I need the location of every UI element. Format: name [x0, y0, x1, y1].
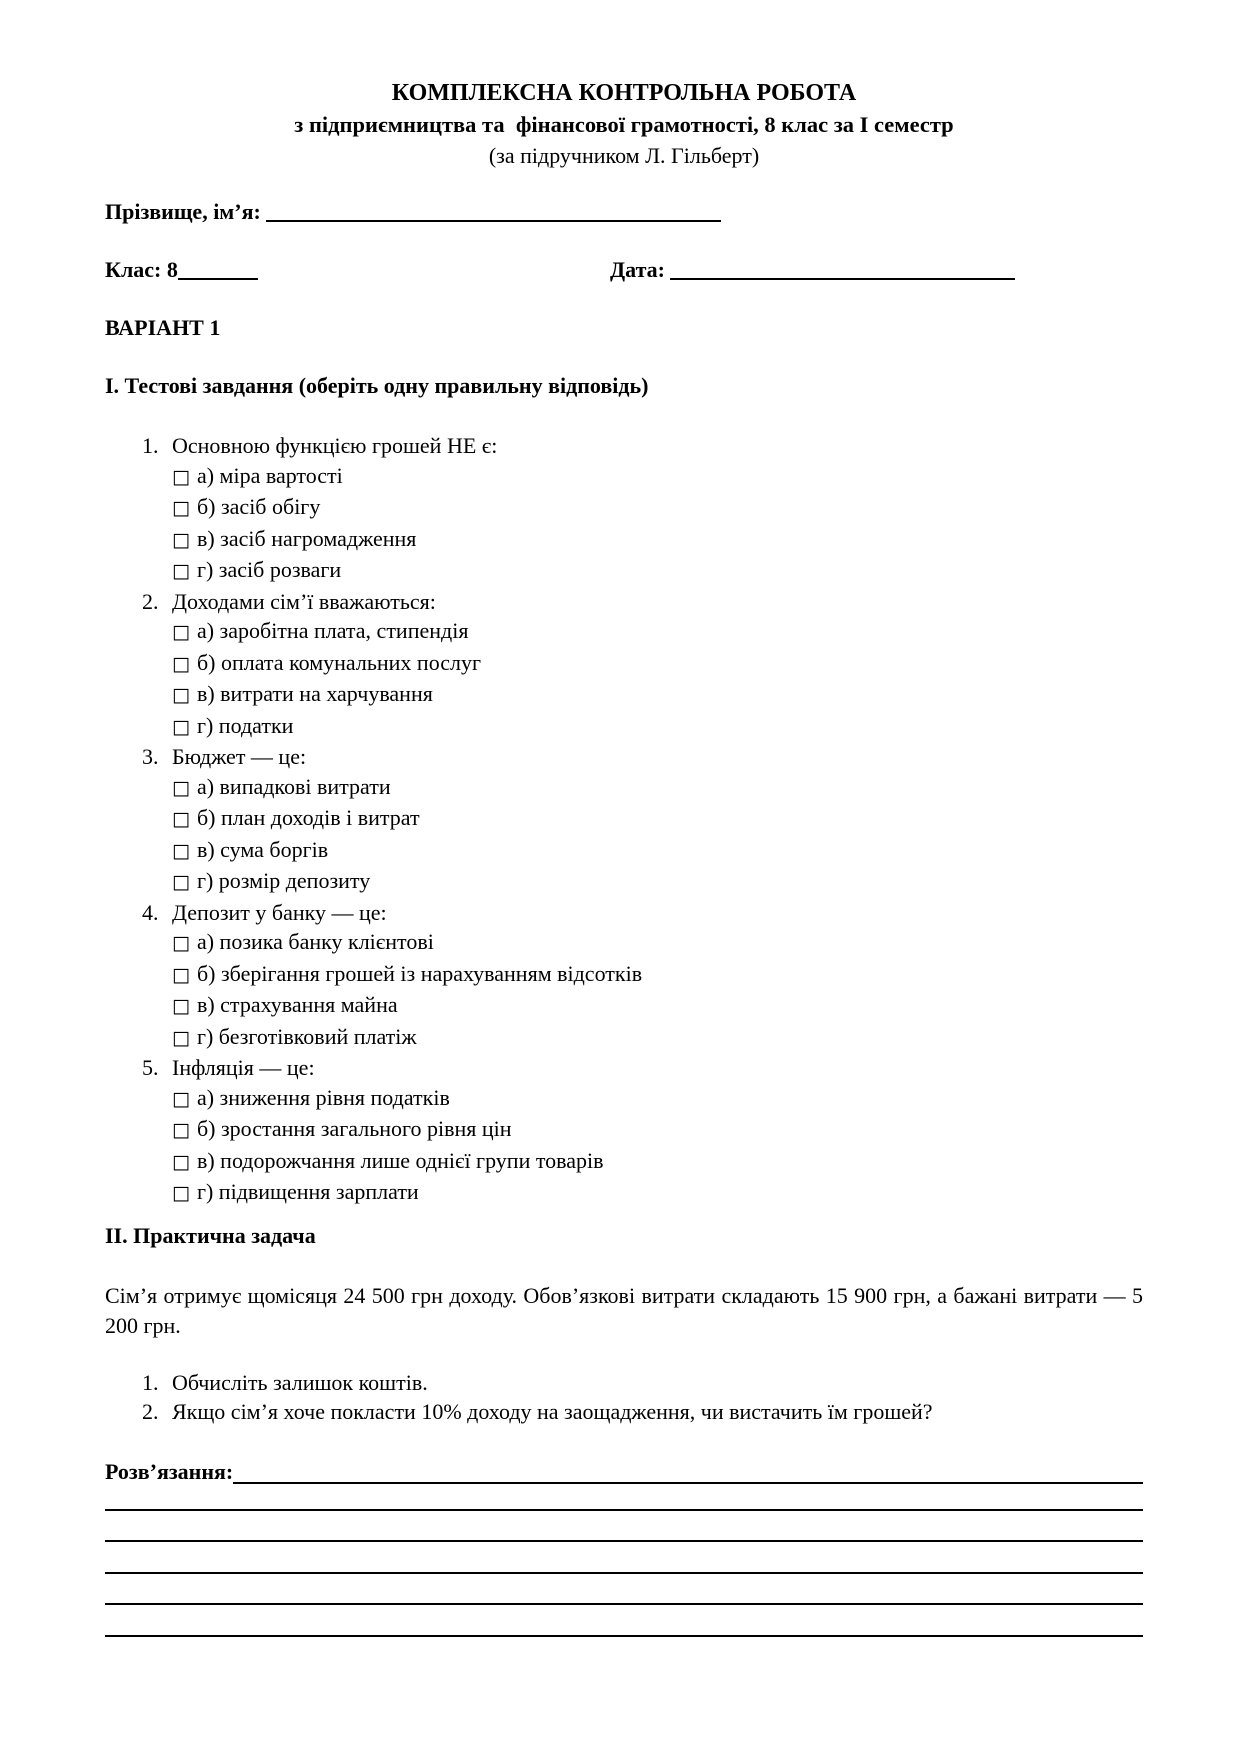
practical-task-list: [105, 1368, 1143, 1427]
answer-option: [105, 959, 1143, 991]
question-list: [105, 431, 1143, 1209]
task-number: 1.: [142, 1369, 159, 1395]
answer-option-label: в) подорожчання лише однієї групи товарів: [196, 1147, 604, 1173]
question-number: 3.: [142, 744, 159, 769]
task-text: Якщо сім’я хоче покласти 10% доходу на заощадження, чи вистачить їм грошей?: [172, 1399, 933, 1424]
answer-option: [105, 866, 1143, 898]
class-input-line[interactable]: [178, 260, 258, 280]
answer-option-label: а) зниження рівня податків: [196, 1084, 450, 1110]
answer-option-label: г) безготівковий платіж: [196, 1023, 417, 1049]
answer-option: [105, 461, 1143, 493]
answer-option: [105, 772, 1143, 804]
date-field-label: Дата:: [610, 257, 665, 282]
answer-checkbox-icon[interactable]: □: [172, 932, 190, 954]
solution-input-line[interactable]: [233, 1457, 1143, 1484]
answer-checkbox-icon[interactable]: □: [172, 1150, 190, 1173]
page-title: КОМПЛЕКСНА КОНТРОЛЬНА РОБОТА: [391, 80, 857, 106]
question-5: [105, 1053, 1143, 1083]
task-text: Обчисліть залишок коштів.: [172, 1369, 428, 1395]
answer-checkbox-icon[interactable]: □: [172, 776, 190, 799]
answer-checkbox-icon[interactable]: □: [172, 1087, 190, 1110]
answer-option-label: а) позика банку клієнтові: [196, 929, 434, 954]
answer-option: [105, 524, 1143, 556]
answer-option: [105, 492, 1143, 524]
question-number: 4.: [142, 899, 159, 925]
answer-checkbox-icon[interactable]: □: [172, 715, 190, 738]
solution-writing-area: [105, 1487, 1143, 1637]
answer-option-label: в) сума боргів: [196, 836, 329, 862]
answer-option: [105, 1114, 1143, 1146]
name-field-label: Прізвище, ім’я:: [105, 199, 261, 224]
page-edition-note: (за підручником Л. Гільберт): [488, 143, 760, 168]
solution-line[interactable]: [105, 1574, 1143, 1606]
answer-option: [105, 1022, 1143, 1054]
answer-checkbox-icon[interactable]: □: [172, 995, 190, 1017]
practical-task-2: [105, 1397, 1143, 1427]
answer-option: [105, 555, 1143, 587]
task-number: 2.: [142, 1399, 159, 1424]
answer-option-label: г) податки: [196, 712, 294, 738]
answer-checkbox-icon[interactable]: □: [172, 1182, 190, 1204]
answer-option: [105, 835, 1143, 867]
answer-checkbox-icon[interactable]: □: [172, 1026, 190, 1049]
answer-option: [105, 616, 1143, 648]
practical-task-1: [105, 1368, 1143, 1398]
answer-option: [105, 990, 1143, 1022]
answer-option-label: а) заробітна плата, стипендія: [196, 618, 469, 643]
solution-line[interactable]: [105, 1511, 1143, 1543]
answer-option-label: г) розмір депозиту: [196, 868, 371, 893]
answer-option-label: г) підвищення зарплати: [196, 1179, 419, 1204]
answer-option: [105, 711, 1143, 743]
solution-line[interactable]: [105, 1487, 1143, 1511]
answer-option: [105, 927, 1143, 959]
answer-option: [105, 1083, 1143, 1115]
question-1: [105, 431, 1143, 461]
answer-checkbox-icon[interactable]: □: [172, 528, 190, 551]
answer-checkbox-icon[interactable]: □: [172, 808, 190, 830]
name-input-line[interactable]: [266, 202, 721, 222]
test-section-heading: І. Тестові завдання (оберіть одну правильну відповідь): [105, 373, 649, 398]
solution-line[interactable]: [105, 1542, 1143, 1574]
practical-task-intro: Сім’я отримує щомісяця 24 500 грн доходу. Обов’язкові витрати складають 15 900 грн, а бажані витрати — 5 200 грн.: [105, 1282, 1143, 1338]
question-text: Доходами сім’ї вважаються:: [172, 588, 436, 614]
answer-option-label: в) витрати на харчування: [196, 681, 433, 706]
answer-checkbox-icon[interactable]: □: [172, 839, 190, 862]
class-field-label: Клас: 8: [105, 257, 178, 282]
answer-option-label: б) зростання загального рівня цін: [196, 1116, 512, 1141]
answer-option: [105, 648, 1143, 680]
answer-option: [105, 679, 1143, 711]
question-number: 5.: [142, 1055, 159, 1080]
page-subtitle: з підприємництва та фінансової грамотності, 8 клас за І семестр: [294, 112, 954, 137]
date-input-line[interactable]: [670, 260, 1015, 280]
question-text: Основною функцією грошей НЕ є:: [172, 433, 498, 458]
question-4: [105, 898, 1143, 928]
answer-option-label: а) міра вартості: [196, 462, 343, 488]
question-2: [105, 587, 1143, 617]
question-number: 2.: [142, 588, 159, 614]
answer-option: [105, 1177, 1143, 1209]
variant-title: ВАРІАНТ 1: [105, 315, 221, 340]
answer-option: [105, 1146, 1143, 1178]
answer-checkbox-icon[interactable]: □: [172, 684, 190, 706]
answer-option-label: б) план доходів і витрат: [196, 805, 420, 830]
answer-option-label: в) страхування майна: [196, 992, 398, 1017]
answer-checkbox-icon[interactable]: □: [172, 621, 190, 643]
answer-option-label: а) випадкові витрати: [196, 773, 391, 799]
answer-checkbox-icon[interactable]: □: [172, 871, 190, 893]
answer-option-label: б) зберігання грошей із нарахуванням відсотків: [196, 960, 643, 986]
solution-row: [105, 1457, 1143, 1487]
class-field: [105, 257, 258, 282]
solution-line[interactable]: [105, 1605, 1143, 1637]
question-text: Депозит у банку — це:: [172, 899, 387, 925]
answer-option-label: б) засіб обігу: [196, 494, 321, 519]
question-text: Бюджет — це:: [172, 744, 307, 769]
answer-checkbox-icon[interactable]: □: [172, 560, 190, 582]
name-field-row: [105, 197, 1143, 227]
question-3: [105, 742, 1143, 772]
answer-option-label: б) оплата комунальних послуг: [196, 649, 482, 675]
answer-option: [105, 803, 1143, 835]
answer-option-label: в) засіб нагромадження: [196, 525, 417, 551]
answer-option-label: г) засіб розваги: [196, 557, 342, 582]
answer-checkbox-icon[interactable]: □: [172, 1119, 190, 1141]
answer-checkbox-icon[interactable]: □: [172, 963, 190, 986]
question-number: 1.: [142, 433, 159, 458]
answer-checkbox-icon[interactable]: □: [172, 465, 190, 488]
class-date-row: [105, 255, 1143, 285]
date-field: [610, 255, 1015, 285]
answer-checkbox-icon[interactable]: □: [172, 652, 190, 675]
solution-label: Розв’язання:: [105, 1458, 234, 1484]
document-header: [105, 78, 1143, 171]
practical-section-heading: ІІ. Практична задача: [105, 1222, 316, 1248]
answer-checkbox-icon[interactable]: □: [172, 497, 190, 519]
question-text: Інфляція — це:: [172, 1055, 315, 1080]
